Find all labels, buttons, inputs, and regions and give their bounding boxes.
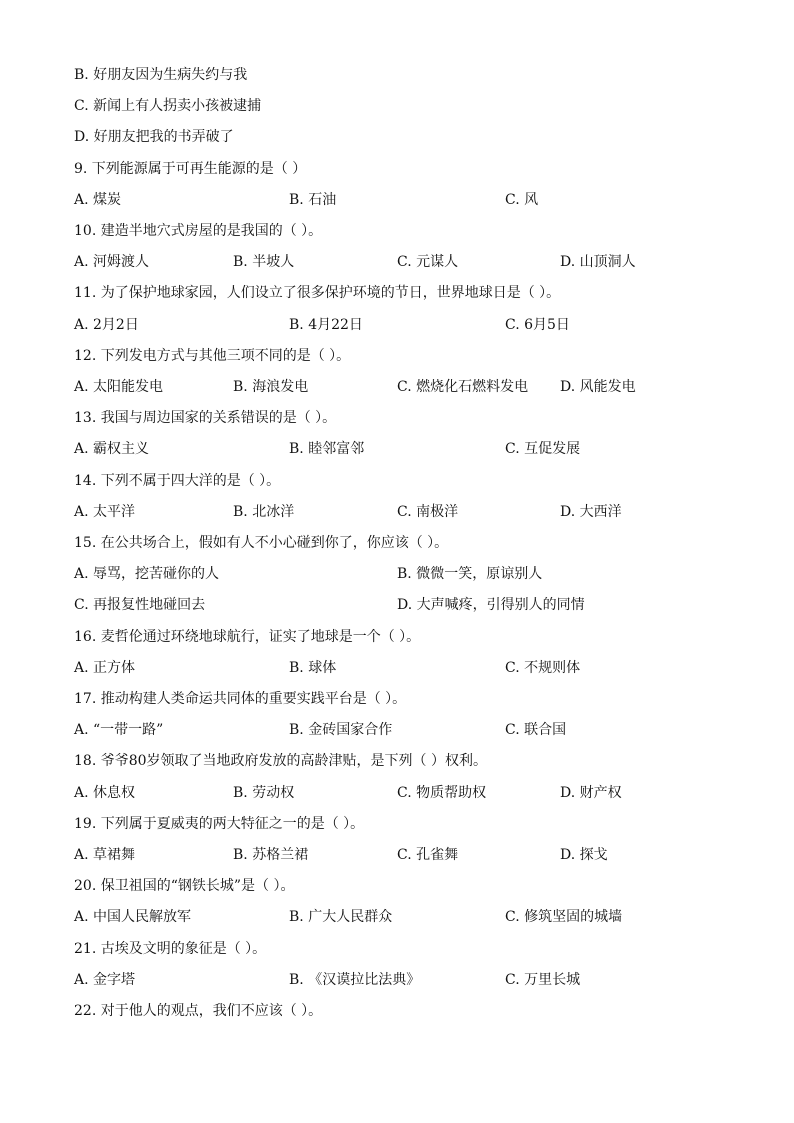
answer-option: A. 休息权 [74,785,136,801]
option-row [74,594,734,616]
option-row [74,95,734,117]
answer-option: B. 球体 [289,660,337,676]
answer-option: B. 金砖国家合作 [289,722,393,738]
question-text: 14. 下列不属于四大洋的是（ ）。 [74,473,281,489]
answer-option: D. 财产权 [560,785,622,801]
answer-option: B. 石油 [289,192,337,208]
answer-option: A. 金字塔 [74,972,136,988]
option-row [74,126,734,148]
answer-option: A. 太阳能发电 [74,379,164,395]
answer-option: C. 万里长城 [505,972,581,988]
question-text: 19. 下列属于夏威夷的两大特征之一的是（ ）。 [74,816,365,832]
question-text: 11. 为了保护地球家园，人们设立了很多保护环境的节日，世界地球日是（ ）。 [74,285,561,301]
option-row [74,189,734,211]
answer-option: D. 大西洋 [560,504,622,520]
answer-option: A. 霸权主义 [74,441,150,457]
option-row [74,438,734,460]
option-row [74,314,734,336]
answer-option: C. 修筑坚固的城墙 [505,909,623,925]
answer-option: B. 微微一笑，原谅别人 [397,566,543,582]
answer-option: D. 探戈 [560,847,608,863]
answer-option: C. 新闻上有人拐卖小孩被逮捕 [74,98,262,114]
answer-option: B. 海浪发电 [233,379,309,395]
answer-option: B. 好朋友因为生病失约与我 [74,67,248,83]
option-row [74,563,734,585]
option-row [74,969,734,991]
answer-option: B. 广大人民群众 [289,909,393,925]
answer-option: C. 6月5日 [505,317,570,333]
answer-option: D. 山顶洞人 [560,254,636,270]
answer-option: C. 南极洋 [397,504,459,520]
answer-option: A. 河姆渡人 [74,254,150,270]
answer-option: B. 北冰洋 [233,504,295,520]
question-text: 15. 在公共场合上，假如有人不小心碰到你了，你应该（ ）。 [74,535,449,551]
question-text: 13. 我国与周边国家的关系错误的是（ ）。 [74,410,337,426]
question-text: 12. 下列发电方式与其他三项不同的是（ ）。 [74,348,351,364]
answer-option: A. “一带一路” [74,722,164,738]
answer-option: C. 风 [505,192,539,208]
answer-option: A. 太平洋 [74,504,136,520]
question-text: 16. 麦哲伦通过环绕地球航行，证实了地球是一个（ ）。 [74,629,421,645]
option-row [74,376,734,398]
answer-option: B. 4月22日 [289,317,363,333]
question-text: 21. 古埃及文明的象征是（ ）。 [74,941,267,957]
answer-option: B. 《汉谟拉比法典》 [289,972,421,988]
option-row [74,906,734,928]
answer-option: C. 燃烧化石燃料发电 [397,379,529,395]
option-row [74,719,734,741]
answer-option: D. 大声喊疼，引得别人的同情 [397,597,585,613]
option-row [74,844,734,866]
answer-option: A. 辱骂，挖苦碰你的人 [74,566,220,582]
question-text: 17. 推动构建人类命运共同体的重要实践平台是（ ）。 [74,691,407,707]
question-text: 10. 建造半地穴式房屋的是我国的（ ）。 [74,223,323,239]
question-text: 22. 对于他人的观点，我们不应该（ ）。 [74,1003,323,1019]
answer-option: A. 煤炭 [74,192,122,208]
option-row [74,657,734,679]
answer-option: B. 半坡人 [233,254,295,270]
answer-option: C. 孔雀舞 [397,847,459,863]
question-text: 18. 爷爷80岁领取了当地政府发放的高龄津贴，是下列（ ）权利。 [74,753,487,769]
answer-option: C. 互促发展 [505,441,581,457]
answer-option: B. 苏格兰裙 [233,847,309,863]
answer-option: A. 正方体 [74,660,136,676]
answer-option: B. 睦邻富邻 [289,441,365,457]
option-row [74,64,734,86]
question-text: 9. 下列能源属于可再生能源的是（ ） [74,161,307,177]
answer-option: C. 元谋人 [397,254,459,270]
answer-option: D. 风能发电 [560,379,636,395]
answer-option: C. 物质帮助权 [397,785,487,801]
answer-option: A. 2月2日 [74,317,139,333]
answer-option: C. 联合国 [505,722,567,738]
answer-option: A. 草裙舞 [74,847,136,863]
answer-option: B. 劳动权 [233,785,295,801]
question-text: 20. 保卫祖国的“钢铁长城”是（ ）。 [74,878,295,894]
answer-option: C. 再报复性地碰回去 [74,597,206,613]
option-row [74,782,734,804]
answer-option: D. 好朋友把我的书弄破了 [74,129,234,145]
answer-option: C. 不规则体 [505,660,581,676]
answer-option: A. 中国人民解放军 [74,909,192,925]
option-row [74,501,734,523]
option-row [74,251,734,273]
